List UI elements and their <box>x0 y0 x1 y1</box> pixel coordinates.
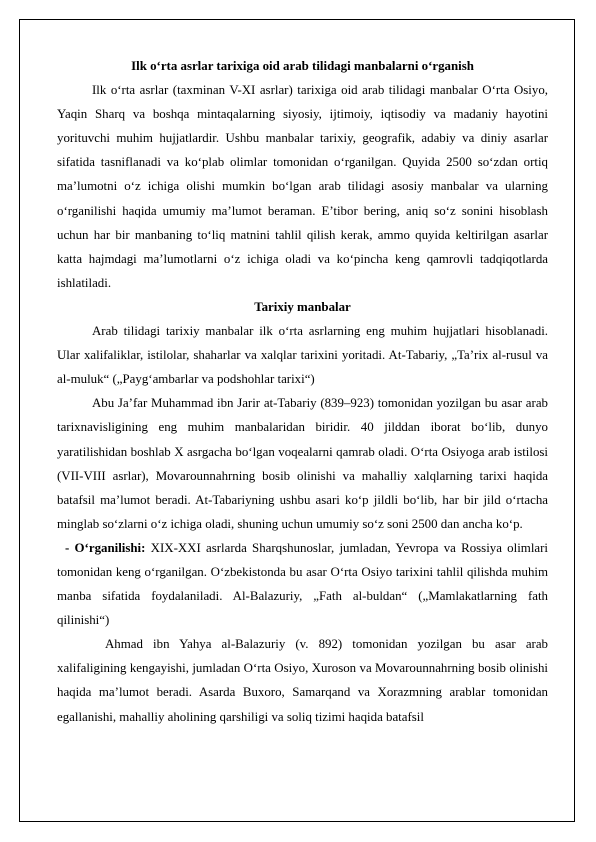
paragraph-intro: Ilk o‘rta asrlar (taxminan V-XI asrlar) tarixiga oid arab tilidagi manbalar O‘rta Osiyo, Yaqin Sharq va boshqa mintaqalarning siyosiy, ijtimoiy, iqtisodiy va madaniy hayotini yorituvchi muhim hujjatlardir. Ushbu manbalar tarixiy, geografik, adabiy va diniy asarlar sifatida tasniflanadi va ko‘plab olimlar tomonidan o‘rganilgan. Quyida 2500 so‘zdan ortiq ma’lumotni o‘z ichiga olishi mumkin bo‘lgan arab tilidagi asosiy manbalar va ularning o‘rganilishi haqida umumiy ma’lumot beraman. E’tibor bering, aniq so‘z sonini hisoblash uchun har bir manbaning to‘liq matnini tahlil qilish kerak, ammo quyida keltirilgan asarlar katta hajmdagi ma’lumotlarni o‘z ichiga oladi va ko‘pincha keng qamrovli tadqiqotlarda ishlatiladi. <box>57 83 548 290</box>
document-title: Ilk o‘rta asrlar tarixiga oid arab tilidagi manbalarni o‘rganish <box>131 59 474 73</box>
study-text: XIX-XXI asrlarda Sharqshunoslar, jumladan, Yevropa va Rossiya olimlari tomonidan keng o‘rganilgan. O‘zbekistonda bu asar O‘rta Osiyo tarixini tahlil qilishda muhim manba sifatida foydalaniladi. Al-Balazuriy, „Fath al-buldan“ („Mamlakatlarning fath qilinishi“) <box>57 540 548 628</box>
study-label: - O‘rganilishi: <box>65 540 146 555</box>
paragraph-study <box>57 536 548 632</box>
document-body <box>57 54 548 729</box>
paragraph-balazuri: Ahmad ibn Yahya al-Balazuriy (v. 892) tomonidan yozilgan bu asar arab xalifaligining kengayishi, jumladan O‘rta Osiyo, Xuroson va Movarounnahrning bosib olinishi haqida ma’lumot beradi. Asarda Buxoro, Samarqand va Xorazmning arablar tomonidan egallanishi, mahalliy aholining qarshiligi va soliq tizimi haqida batafsil <box>57 637 548 724</box>
paragraph-historical-sources: Arab tilidagi tarixiy manbalar ilk o‘rta asrlarning eng muhim hujjatlari hisoblanadi. Ular xalifaliklar, istilolar, shaharlar va xalqlar tarixini yoritadi. At-Tabariy, „Ta’rix al-rusul va al-muluk“ („Payg‘ambarlar va podshohlar tarixi“) <box>57 324 548 387</box>
paragraph-tabari: Abu Ja’far Muhammad ibn Jarir at-Tabariy (839–923) tomonidan yozilgan bu asar arab tarixnavisligining eng muhim manbalaridan biridir. 40 jilddan iborat bo‘lib, dunyo yaratilishidan boshlab X asrgacha bo‘lgan voqealarni qamrab oladi. O‘rta Osiyoga arab istilosi (VII-VIII asrlar), Movarounnahrning bosib olinishi va mahalliy xalqlarning tarixi haqida batafsil ma’lumot beradi. At-Tabariyning ushbu asari ko‘p jildli bo‘lib, har bir jild o‘rtacha minglab so‘zlarni o‘z ichiga oladi, shuning uchun umumiy so‘z soni 2500 dan ancha ko‘p. <box>57 396 548 531</box>
section-title: Tarixiy manbalar <box>254 299 351 314</box>
